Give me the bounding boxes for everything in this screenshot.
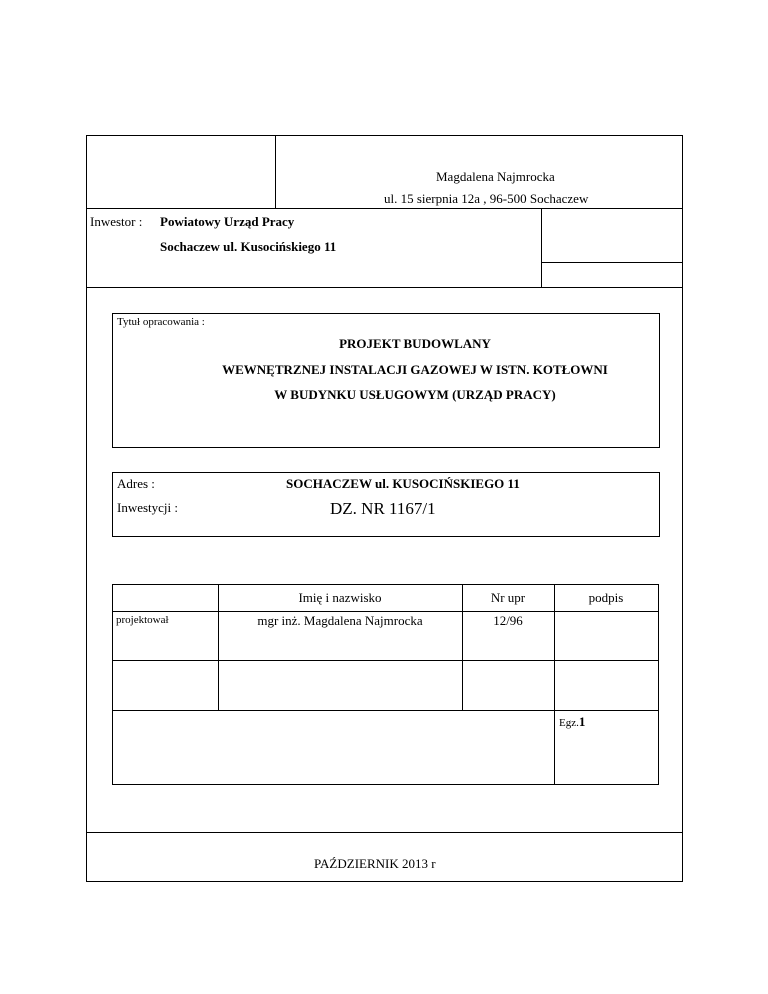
investment-address: SOCHACZEW ul. KUSOCIŃSKIEGO 11 — [286, 476, 520, 491]
header-signature: podpis — [588, 590, 624, 605]
designer-role: projektował — [116, 614, 169, 626]
plot-number: DZ. NR 1167/1 — [330, 499, 436, 518]
address-label-2: Inwestycji : — [117, 500, 179, 515]
investor-name: Powiatowy Urząd Pracy — [160, 214, 295, 229]
investor-address: Sochaczew ul. Kusocińskiego 11 — [160, 239, 337, 254]
copy-number: 1 — [578, 714, 586, 729]
author-name: Magdalena Najmrocka — [436, 169, 555, 184]
footer-date: PAŹDZIERNIK 2013 r — [314, 856, 436, 871]
investor-label: Inwestor : — [90, 214, 143, 229]
author-address: ul. 15 sierpnia 12a , 96-500 Sochaczew — [384, 191, 589, 206]
footer-divider — [86, 832, 683, 833]
title-label: Tytuł opracowania : — [117, 316, 205, 328]
designer-license: 12/96 — [493, 613, 523, 628]
header-license: Nr upr — [490, 590, 526, 605]
designer-name: mgr inż. Magdalena Najmrocka — [257, 613, 423, 628]
title-line-2: WEWNĘTRZNEJ INSTALACJI GAZOWEJ W ISTN. KOTŁOWNI — [222, 362, 608, 377]
copy-indicator — [559, 714, 585, 730]
header-name: Imię i nazwisko — [298, 590, 382, 605]
title-box — [112, 313, 660, 448]
address-label-1: Adres : — [117, 476, 155, 491]
copy-label: Egz. — [559, 717, 579, 729]
title-line-1: PROJEKT BUDOWLANY — [339, 336, 491, 351]
title-line-3: W BUDYNKU USŁUGOWYM (URZĄD PRACY) — [274, 387, 556, 402]
